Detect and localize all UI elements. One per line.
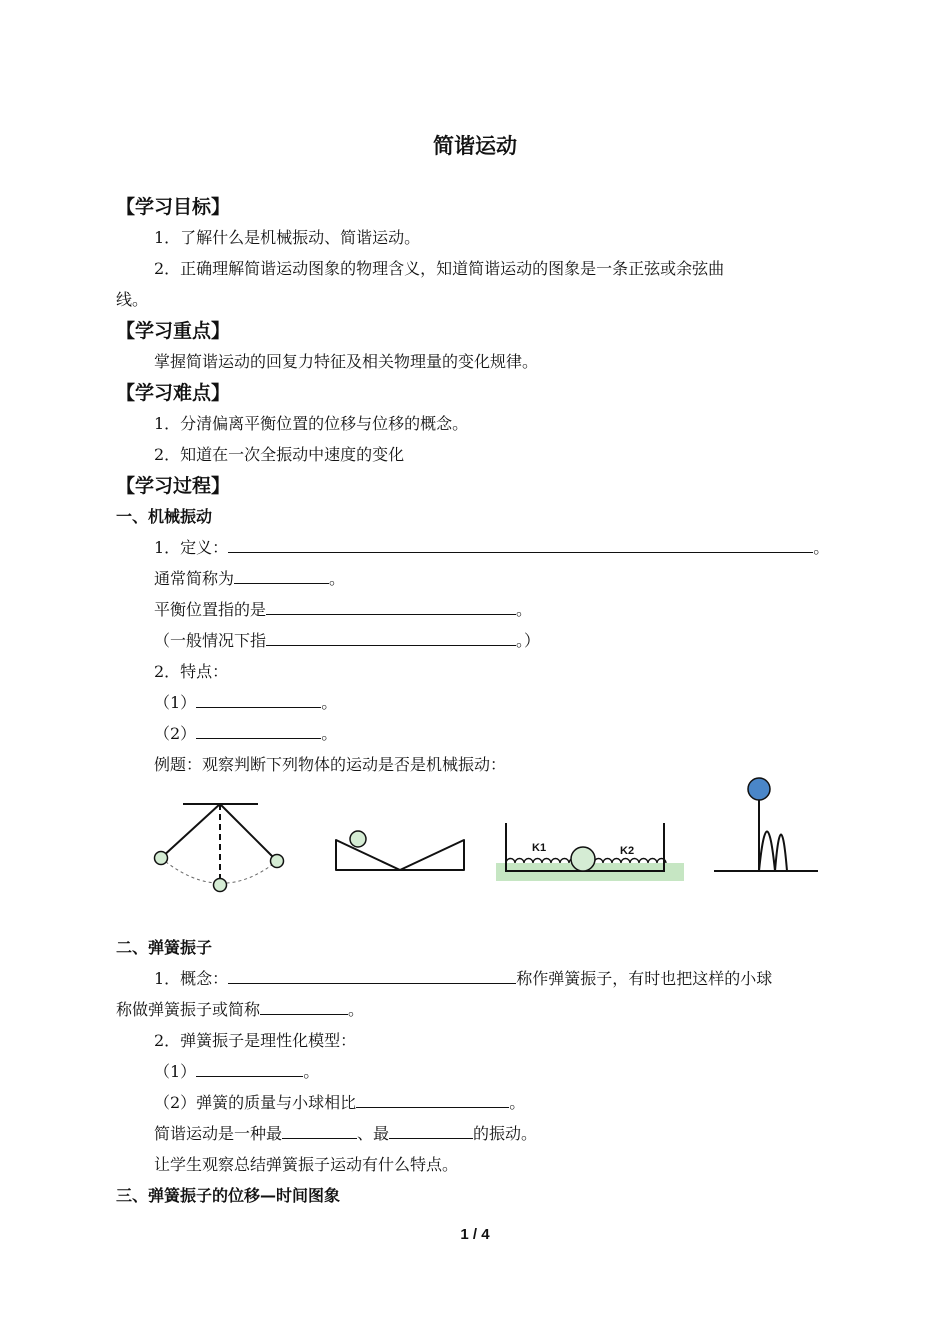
- concept-line-2: [116, 999, 364, 1021]
- process-heading: 【学习过程】: [116, 475, 231, 497]
- model-1-blank[interactable]: [196, 1061, 303, 1077]
- feature-2-blank[interactable]: [196, 723, 321, 739]
- equilibrium-blank[interactable]: [266, 599, 516, 615]
- feature-2-line: [154, 723, 337, 745]
- pendulum-ball-bottom: [214, 879, 227, 892]
- observe-text: 让学生观察总结弹簧振子运动有什么特点。: [154, 1155, 459, 1174]
- key-points-heading: 【学习重点】: [116, 320, 231, 342]
- difficulties-heading: 【学习难点】: [116, 382, 231, 404]
- section2-title: 二、弹簧振子: [116, 938, 213, 957]
- general-label: （一般情况下指: [154, 631, 267, 650]
- equilibrium-end: 。: [516, 600, 533, 619]
- section1-title: 一、机械振动: [116, 507, 213, 526]
- short-name-blank-2[interactable]: [260, 999, 348, 1015]
- section3-title: 三、弹簧振子的位移—时间图象: [116, 1186, 341, 1205]
- shm-line: [154, 1123, 537, 1145]
- label-k1: K1: [532, 842, 547, 854]
- feature-1-blank[interactable]: [196, 692, 321, 708]
- bounce-path: [759, 800, 787, 871]
- shm-blank-2[interactable]: [389, 1123, 473, 1139]
- concept-line-2-label: 称做弹簧振子或简称: [116, 1000, 261, 1019]
- equilibrium-line: [154, 599, 532, 621]
- pendulum-string-left: [161, 804, 220, 858]
- page-title: 简谐运动: [433, 134, 517, 158]
- example-text: 例题：观察判断下列物体的运动是否是机械振动：: [154, 755, 507, 774]
- model-1-label: （1）: [154, 1062, 197, 1081]
- key-points-text: 掌握简谐运动的回复力特征及相关物理量的变化规律。: [154, 352, 539, 371]
- shm-part-1: 简谐运动是一种最: [154, 1124, 283, 1143]
- shm-part-2: 、最: [357, 1124, 390, 1143]
- objective-item-2-cont: 线。: [116, 290, 149, 309]
- definition-line: [154, 537, 829, 559]
- difficulty-item-1: 1．分清偏离平衡位置的位移与位移的概念。: [154, 414, 469, 433]
- objective-item-2: 2．正确理解简谐运动图象的物理含义，知道简谐运动的图象是一条正弦或余弦曲: [154, 259, 725, 278]
- difficulty-item-2: 2．知道在一次全振动中速度的变化: [154, 445, 405, 464]
- spring-k2: [594, 859, 666, 864]
- shm-part-3: 的振动。: [473, 1124, 538, 1143]
- shm-blank-1[interactable]: [282, 1123, 357, 1139]
- objective-item-1: 1．了解什么是机械振动、简谐运动。: [154, 228, 421, 247]
- model-label: 2．弹簧振子是理性化模型：: [154, 1031, 357, 1050]
- v-track-ball: [350, 831, 366, 847]
- model-1-end: 。: [303, 1062, 320, 1081]
- feature-1-label: （1）: [154, 693, 197, 712]
- bouncing-ball-figure: [710, 772, 822, 878]
- model-2-label: （2）弹簧的质量与小球相比: [154, 1093, 357, 1112]
- v-track-figure: [330, 825, 470, 880]
- feature-1-line: [154, 692, 337, 714]
- short-name-label: 通常简称为: [154, 569, 235, 588]
- definition-end: 。: [813, 538, 830, 557]
- concept-label: 1．概念：: [154, 969, 229, 988]
- feature-1-end: 。: [321, 693, 338, 712]
- pendulum-string-right: [220, 804, 277, 861]
- short-name-blank[interactable]: [234, 568, 329, 584]
- objectives-heading: 【学习目标】: [116, 196, 231, 218]
- general-blank[interactable]: [266, 630, 516, 646]
- model-1-line: [154, 1061, 319, 1083]
- concept-line-2-end: 。: [348, 1000, 365, 1019]
- general-line: [154, 630, 540, 652]
- definition-label: 1．定义：: [154, 538, 229, 557]
- bouncing-ball: [748, 778, 770, 800]
- pendulum-ball-left: [155, 852, 168, 865]
- equilibrium-label: 平衡位置指的是: [154, 600, 267, 619]
- label-k2: K2: [620, 845, 635, 857]
- pendulum-figure: [145, 795, 295, 900]
- model-2-blank[interactable]: [356, 1092, 509, 1108]
- spring-oscillator-figure: [492, 818, 687, 884]
- page-number: 1 / 4: [460, 1226, 490, 1243]
- model-2-end: 。: [509, 1093, 526, 1112]
- short-name-line: [154, 568, 345, 590]
- concept-blank[interactable]: [228, 968, 516, 984]
- spring-k1: [506, 859, 578, 864]
- feature-2-label: （2）: [154, 724, 197, 743]
- pendulum-ball-right: [271, 855, 284, 868]
- concept-end: 称作弹簧振子，有时也把这样的小球: [516, 969, 773, 988]
- features-label: 2．特点：: [154, 662, 229, 681]
- concept-line: [154, 968, 772, 990]
- definition-blank[interactable]: [228, 537, 813, 553]
- general-end: 。）: [516, 631, 541, 650]
- feature-2-end: 。: [321, 724, 338, 743]
- model-2-line: [154, 1092, 525, 1114]
- oscillator-ball: [571, 847, 595, 871]
- short-name-end: 。: [329, 569, 346, 588]
